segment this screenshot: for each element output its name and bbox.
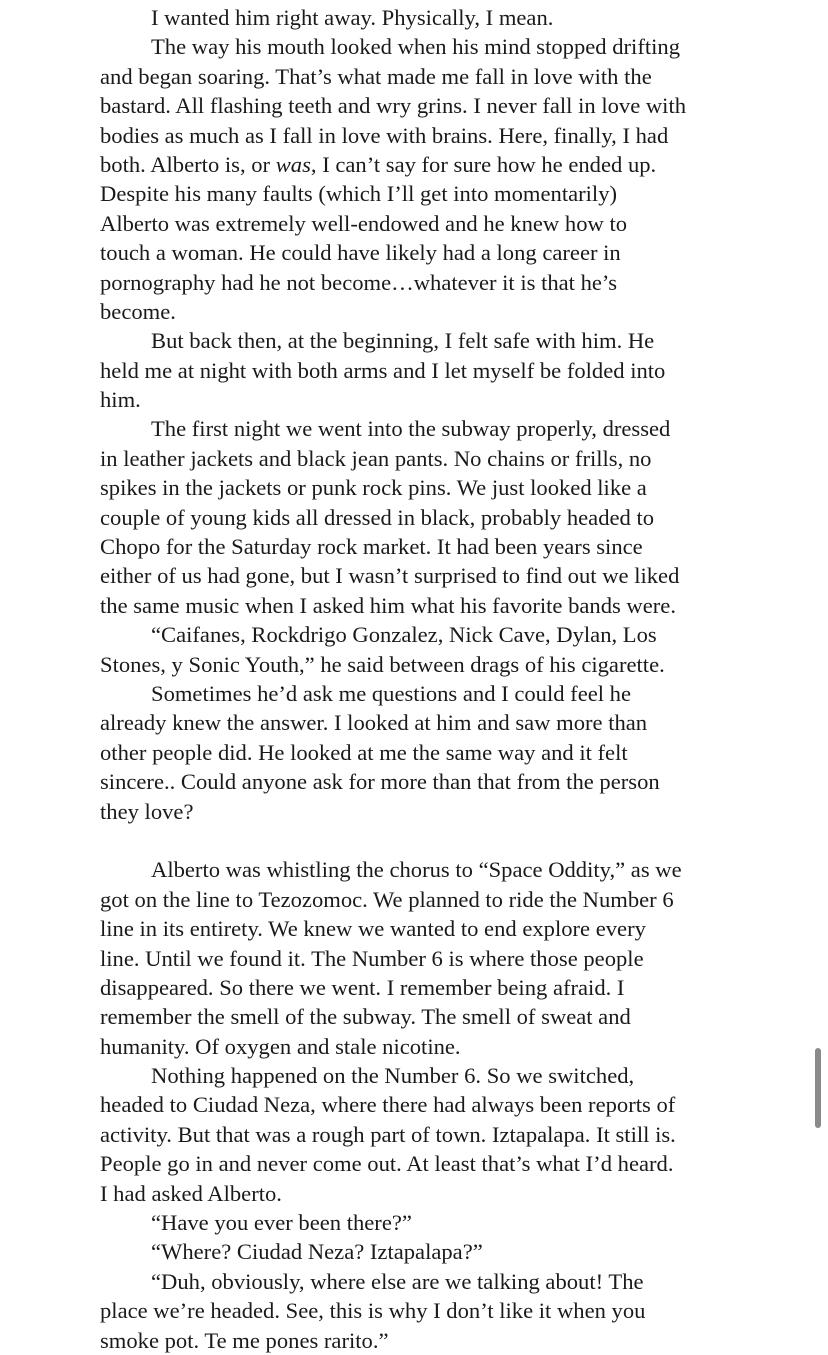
text-line: humanity. Of oxygen and stale nicotine.	[100, 1033, 461, 1059]
text-line: line. Until we found it. The Number 6 is where those people	[100, 945, 644, 971]
text-line: in leather jackets and black jean pants. No chains or frills, no	[100, 445, 652, 471]
text-line: pornography had he not become…whatever it is that he’s	[100, 269, 617, 295]
text-line: headed to Ciudad Neza, where there had always been reports of	[100, 1092, 676, 1118]
vertical-scrollbar[interactable]	[815, 1048, 821, 1128]
text-line: got on the line to Tezozomoc. We planned to ride the Number 6	[100, 886, 674, 912]
text-line	[100, 150, 768, 179]
text-line: become.	[100, 298, 176, 324]
text-line: spikes in the jackets or punk rock pins. We just looked like a	[100, 475, 647, 501]
text-line: already knew the answer. I looked at him and saw more than	[100, 710, 648, 736]
text-line: Chopo for the Saturday rock market. It had been years since	[100, 534, 643, 560]
text-line: sincere.. Could anyone ask for more than that from the person	[100, 769, 660, 795]
text-line: activity. But that was a rough part of town. Iztapalapa. It still is.	[100, 1121, 676, 1147]
text-line: touch a woman. He could have likely had a long career in	[100, 240, 621, 266]
text-line: couple of young kids all dressed in black, probably headed to	[100, 504, 655, 530]
text-line: Alberto was whistling the chorus to “Space Oddity,” as we	[151, 857, 682, 883]
text-line: either of us had gone, but I wasn’t surprised to find out we liked	[100, 563, 680, 589]
text-line: Stones, y Sonic Youth,” he said between drags of his cigarette.	[100, 651, 665, 677]
text-line: “Duh, obviously, where else are we talking about! The	[151, 1268, 644, 1294]
text-line: disappeared. So there we went. I remember being afraid. I	[100, 974, 625, 1000]
text-line: Nothing happened on the Number 6. So we switched,	[151, 1063, 635, 1089]
italic-word: was	[275, 151, 311, 177]
text-line: him.	[100, 387, 141, 413]
text-line: I had asked Alberto.	[100, 1180, 282, 1206]
text-line: Sometimes he’d ask me questions and I could feel he	[151, 680, 631, 706]
text-line: People go in and never come out. At least that’s what I’d heard.	[100, 1151, 674, 1177]
text-line: But back then, at the beginning, I felt safe with him. He	[151, 328, 655, 354]
text-line: “Where? Ciudad Neza? Iztapalapa?”	[151, 1239, 483, 1265]
text-line: The way his mouth looked when his mind stopped drifting	[151, 34, 681, 60]
text-segment: both. Alberto is, or	[100, 151, 276, 177]
text-line: bastard. All flashing teeth and wry grins. I never fall in love with	[100, 93, 687, 119]
text-segment: , I can’t say for sure how he ended up.	[310, 151, 657, 177]
text-line: bodies as much as I fall in love with brains. Here, finally, I had	[100, 122, 669, 148]
text-line: other people did. He looked at me the same way and it felt	[100, 739, 628, 765]
text-line: remember the smell of the subway. The smell of sweat and	[100, 1004, 631, 1030]
text-line: “Caifanes, Rockdrigo Gonzalez, Nick Cave, Dylan, Los	[151, 622, 657, 648]
text-line: they love?	[100, 798, 194, 824]
text-line: place we’re headed. See, this is why I don’t like it when you	[100, 1298, 646, 1324]
document-body	[100, 3, 768, 1355]
text-line: Despite his many faults (which I’ll get into momentarily)	[100, 181, 618, 207]
text-line: The first night we went into the subway properly, dressed	[151, 416, 671, 442]
text-line: I wanted him right away. Physically, I mean.	[151, 5, 554, 30]
text-line: “Have you ever been there?”	[151, 1210, 412, 1236]
text-line: line in its entirety. We knew we wanted to end explore every	[100, 916, 646, 942]
text-line: smoke pot. Te me pones rarito.”	[100, 1327, 389, 1353]
text-line: the same music when I asked him what his favorite bands were.	[100, 592, 676, 618]
text-line: held me at night with both arms and I let myself be folded into	[100, 357, 666, 383]
text-line: and began soaring. That’s what made me fall in love with the	[100, 63, 652, 89]
blank-line	[100, 826, 768, 855]
text-line: Alberto was extremely well-endowed and he knew how to	[100, 210, 628, 236]
